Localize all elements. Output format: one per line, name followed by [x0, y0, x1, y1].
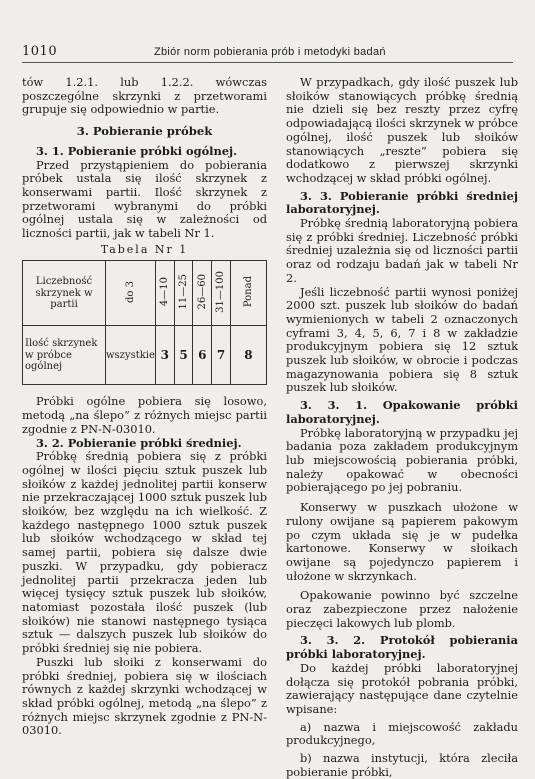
page-number: 1010	[22, 44, 58, 59]
table-header-row	[23, 261, 267, 326]
table-col-header: do 3	[105, 261, 155, 326]
table-cell: 7	[212, 326, 231, 385]
list-item-a: a) nazwa i miejscowość zakładu produkcyjnego,	[286, 719, 518, 748]
reszta-paragraph: W przypadkach, gdy ilość puszek lub słoików stanowiących próbkę średnią nie dzieli się bez reszty przez cyfrę odpowiadającą ilości skrzynek w próbce ogólnej, ilość puszek lub słoików stanowiących „reszte” pobiera się dodatkowo z pierwszej skrzynki wchodzącej w skład próbki ogólnej.	[286, 75, 518, 185]
list-item-b: b) nazwa instytucji, która zleciła pobieranie próbki,	[286, 751, 518, 779]
section-3-1-paragraph: Przed przystąpieniem do pobierania próbek ustala się ilość skrzynek z konserwami partii. Ilość skrzynek z przetworami wybranymi do próbki ogólnej ustala się w zależności od liczności partii, jak w tabeli Nr 1.	[22, 157, 267, 241]
section-3-2-paragraph-b: Puszki lub słoiki z konserwami do próbki średniej, pobiera się w ilościach równych z każdej skrzynki wchodzącej w skład próbki ogólnej, metodą „na ślepo” z różnych miejsc skrzynek zgodnie z PN-N-03010.	[22, 654, 267, 738]
running-title: Zbiór norm pobierania prób i metodyki badań	[154, 46, 386, 58]
opakowanie-paragraph: Opakowanie powinno być szczelne oraz zabezpieczone przez nałożenie pieczęci lakowych lub plomb.	[286, 588, 518, 630]
table-cell: wszystkie	[105, 326, 155, 385]
section-3-3-1-paragraph: Próbkę laboratoryjną w przypadku jej badania poza zakładem produkcyjnym lub miejscowością pobierania próbki, należy opakować w obecności pobierającego po jej pobraniu.	[286, 425, 518, 495]
table-row-label: Ilość skrzynek w próbce ogólnej	[23, 326, 106, 385]
section-3-3-title: 3. 3. Pobieranie próbki średniej laboratoryjnej.	[286, 188, 518, 217]
table-row-label: Liczebność skrzynek w partii	[23, 261, 106, 326]
table-cell: 3	[155, 326, 174, 385]
section-3-3-1-title: 3. 3. 1. Opakowanie próbki laboratoryjnej.	[286, 398, 518, 426]
section-3-2-paragraph: Próbkę średnią pobiera się z próbki ogólnej w ilości pięciu sztuk puszek lub słoików z każdej jednolitej partii konserw nie przekraczającej 1000 sztuk puszek lub słoików, bez względu na ich wielkość. Z każdego następnego 1000 sztuk puszek lub słoików wchodzącego w skład tej samej partii, pobiera się dalsze dwie puszki. W przypadku, gdy pobieracz jednolitej partii przekracza jeden lub więcej tysięcy sztuk puszek lub słoików, natomiast pozostała ilość puszek (lub słoików) nie stanowi następnego tysiąca sztuk — dalszych puszek lub słoików do próbki średniej się nie pobiera.	[22, 449, 267, 656]
table-col-header: Ponad	[230, 261, 266, 326]
section-3-3-2-paragraph: Do każdej próbki laboratoryjnej dołącza się protokół pobrania próbki, zawierający następujące dane czytelnie wpisane:	[286, 660, 518, 716]
right-column	[286, 76, 518, 779]
section-3-2-title: 3. 2. Pobieranie próbki średniej.	[36, 435, 242, 450]
table-cell: 5	[174, 326, 193, 385]
section-3-1-title: 3. 1. Pobieranie próbki ogólnej.	[36, 143, 238, 158]
section-3-3-2-title: 3. 3. 2. Protokół pobierania próbki laboratoryjnej.	[286, 633, 518, 662]
table-col-header: 11—25	[174, 261, 193, 326]
table-1	[22, 260, 267, 385]
table-cell: 8	[230, 326, 266, 385]
section-3-title: 3. Pobieranie próbek	[76, 124, 213, 139]
page-header	[22, 44, 513, 63]
after-table-paragraph: Próbki ogólne pobiera się losowo, metodą „na ślepo” z różnych miejsc partii zgodnie z PN-N-03010.	[22, 394, 267, 436]
intro-paragraph: tów 1.2.1. lub 1.2.2. wówczas poszczególne skrzynki z przetworami grupuje się odpowiednio w partie.	[22, 75, 267, 117]
left-column	[22, 76, 267, 738]
section-3-3-paragraph: Próbkę średnią laboratoryjną pobiera się z próbki średniej. Liczebność próbki średniej uzależnia się od liczności partii oraz od rodzaju badań jak w tabeli Nr 2.	[286, 216, 518, 285]
section-3-3-paragraph-b: Jeśli liczebność partii wynosi poniżej 2000 szt. puszek lub słoików do badań wymienionych w tabeli 2 oznaczonych cyframi 3, 4, 5, 6, 7 i 8 w zakładzie produkcyjnym pobiera się 12 sztuk puszek lub słoików, w obrocie i podczas magazynowania pobiera się 8 sztuk puszek lub słoików.	[286, 284, 518, 395]
table-caption: Tabela Nr 1	[100, 242, 189, 256]
table-cell: 6	[193, 326, 212, 385]
table-col-header: 26—60	[193, 261, 212, 326]
table-col-header: 31—100	[212, 261, 231, 326]
table-data-row	[23, 326, 267, 385]
konserwy-paragraph: Konserwy w puszkach ułożone w rulony owijane są papierem pakowym po czym układa się je w pudełka kartonowe. Konserwy w słoikach owijane są pojedynczo papierem i ułożone w skrzynkach.	[286, 500, 518, 583]
table-col-header: 4—10	[155, 261, 174, 326]
